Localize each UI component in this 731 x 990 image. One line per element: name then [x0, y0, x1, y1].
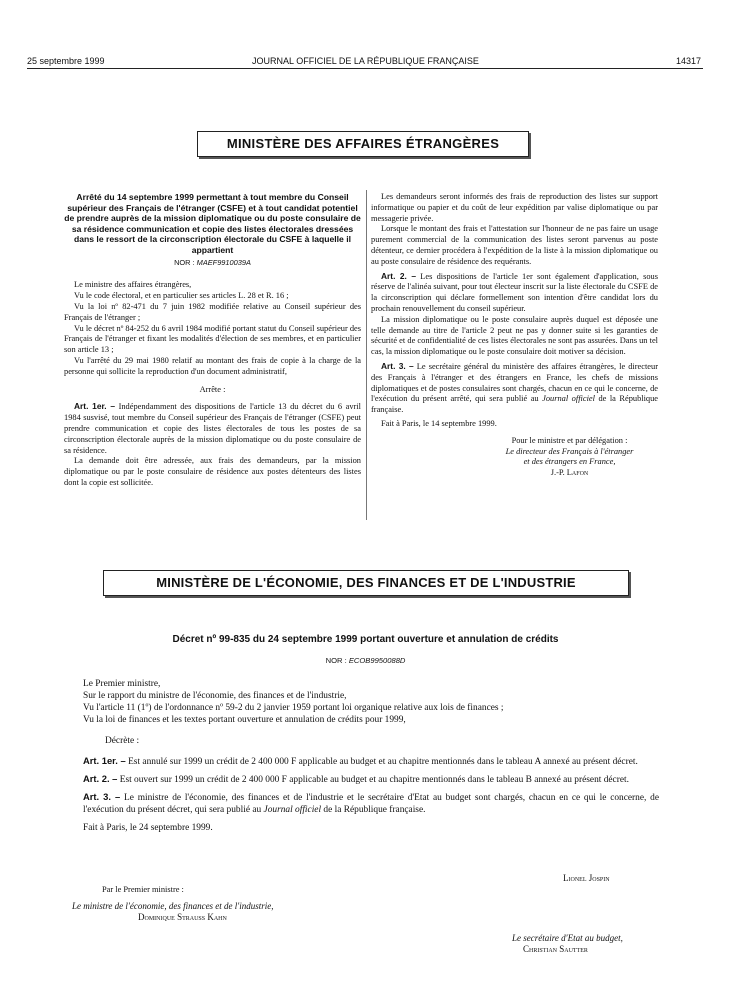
article-text: Le ministre de l'économie, des finances et de l'industrie et le secrétaire d'Etat au budget sont chargés, chacun en ce qui le concerne, de l'exécution du présent décret, qui sera publié au: [83, 793, 659, 815]
paragraph: La demande doit être adressée, aux frais des demandeurs, par la mission diplomatique ou par le poste consulaire de résidence aux postes détenteurs des listes dont la copie est sollicitée.: [64, 456, 361, 487]
paragraph: La mission diplomatique ou le poste consulaire auprès duquel est déposée une telle demande au titre de l'article 2 peut ne pas y donner suite si les garanties de sécurité et de confidentialité de ces listes électorales ne sont pas assurées. Dans un tel cas, la mission diplomatique ou le poste consulaire doit motiver sa décision.: [371, 314, 658, 357]
article-label: Art. 2. –: [381, 270, 417, 281]
decret-article-1: [83, 755, 659, 768]
secretary-name: Christian Sautter: [523, 944, 588, 954]
paragraph: Vu la loi nº 82-471 du 7 juin 1982 modifiée relative au Conseil supérieur des Français de l'étranger ;: [64, 301, 361, 322]
decret-article-2: [83, 773, 659, 786]
article-text: Le secrétaire général du ministère des affaires étrangères, le directeur des Français à l'étranger et des étrangers en France, les chefs de missions diplomatiques et de postes consulaires sont chargés, chacun en ce qui le concerne, de l'exécution du présent arrêté, qui sera publié au: [371, 361, 658, 404]
article-2: [371, 271, 658, 315]
article-text: de la République française.: [371, 394, 658, 415]
ministry-box-foreign-affairs: MINISTÈRE DES AFFAIRES ÉTRANGÈRES: [197, 131, 529, 157]
paragraph: Lorsque le montant des frais et l'attestation sur l'honneur de ne pas faire un usage purement commercial de la communication des listes seront parvenus au poste détenteur, ce dernier procédera à l'expédition de la liste à la mission diplomatique ou au poste consulaire de résidence des requérants.: [371, 224, 658, 266]
paragraph: Sur le rapport du ministre de l'économie, des finances et de l'industrie,: [83, 691, 347, 701]
signature-title-cont: et des étrangers en France,: [523, 457, 616, 467]
article-label: Art. 1er. –: [83, 755, 126, 766]
done-at-paris: Fait à Paris, le 24 septembre 1999.: [83, 823, 213, 833]
paragraph: Vu le code électoral, et en particulier ses articles L. 28 et R. 16 ;: [74, 291, 289, 301]
countersign-label: Par le Premier ministre :: [102, 885, 184, 894]
paragraph: Le ministre des affaires étrangères,: [74, 280, 192, 290]
decret-formula: Décrète :: [105, 736, 140, 746]
header-page-number: 14317: [675, 56, 701, 66]
paragraph: Vu l'arrêté du 29 mai 1980 relatif au montant des frais de copie à la charge de la personne qui sollicite la reproduction d'un document administratif,: [64, 355, 361, 376]
nor-label: NOR :: [174, 257, 195, 267]
signature-title: Le directeur des Français à l'étranger: [505, 446, 634, 456]
article-label: Art. 2. –: [83, 773, 118, 784]
signature-delegation: Pour le ministre et par délégation :: [511, 435, 628, 445]
nor-code: MAEF9910039A: [196, 257, 251, 267]
journal-officiel-ref: Journal officiel: [542, 394, 595, 404]
paragraph: Vu la loi de finances et les textes portant ouverture et annulation de crédits pour 1999,: [83, 715, 406, 725]
arrete-right-column: [371, 192, 658, 479]
arrete-nor: [64, 258, 361, 269]
article-text: Est annulé sur 1999 un crédit de 2 400 000 F applicable au budget et au chapitre mentionnés dans le tableau A annexé au présent décret.: [128, 757, 638, 767]
decret-nor: [0, 656, 731, 665]
article-label: Art. 1er. –: [74, 401, 116, 412]
paragraph: Le Premier ministre,: [83, 679, 161, 689]
minister-title: Le ministre de l'économie, des finances et de l'industrie,: [72, 901, 274, 911]
ministry-box-economy: MINISTÈRE DE L'ÉCONOMIE, DES FINANCES ET DE L'INDUSTRIE: [103, 570, 629, 596]
pm-signature-name: Lionel Jospin: [563, 873, 610, 883]
article-1: [64, 401, 361, 456]
article-3: [371, 361, 658, 416]
column-divider: [366, 190, 367, 520]
decret-title: Décret nº 99-835 du 24 septembre 1999 portant ouverture et annulation de crédits: [172, 634, 559, 645]
arrete-left-column: [64, 192, 361, 489]
nor-code: ECOB9950088D: [348, 656, 406, 665]
paragraph: Vu le décret nº 84-252 du 6 avril 1984 modifié portant statut du Conseil supérieur des Français de l'étranger et fixant les modalités d'élection de ses membres, et en particulier son article 13 ;: [64, 323, 362, 355]
done-at-paris: Fait à Paris, le 14 septembre 1999.: [381, 418, 497, 428]
signature-name: J.-P. Lafon: [550, 468, 589, 478]
header-journal-title: JOURNAL OFFICIEL DE LA RÉPUBLIQUE FRANÇAISE: [252, 56, 479, 66]
article-label: Art. 3. –: [381, 360, 414, 371]
header-rule: [27, 68, 703, 69]
minister-name: Dominique Strauss Kahn: [138, 912, 227, 922]
arrete-title: Arrêté du 14 septembre 1999 permettant à tout membre du Conseil supérieur des Français de l'étranger (CSFE) et à tout candidat potentiel de prendre auprès de la mission diplomatique ou du poste consulaire de sa résidence communication et copie des listes électorales dressées dans le ressort de la circonscription électorale du CSFE à laquelle il appartient: [64, 192, 361, 255]
arrete-formula: Arrête :: [199, 384, 226, 394]
decret-article-3: [83, 791, 659, 816]
paragraph: Vu l'article 11 (1º) de l'ordonnance nº 59-2 du 2 janvier 1959 portant loi organique relative aux lois de finances ;: [83, 703, 504, 713]
article-text: Les dispositions de l'article 1er sont également d'application, sous réserve de l'alinéa suivant, pour tout électeur inscrit sur la liste électorale du CSFE de la circonscription qui déclare formellement son intention d'être candidat lors du prochain renouvellement du conseil supérieur.: [371, 271, 658, 313]
header-date: 25 septembre 1999: [27, 56, 105, 66]
article-label: Art. 3. –: [83, 791, 121, 802]
paragraph: Les demandeurs seront informés des frais de reproduction des listes sur support informatique ou papier et du coût de leur expédition par valise diplomatique ou par messagerie privée.: [371, 192, 658, 223]
article-text: de la République française.: [323, 805, 426, 815]
journal-officiel-ref: Journal officiel: [263, 805, 322, 815]
secretary-title: Le secrétaire d'Etat au budget,: [512, 933, 623, 943]
article-text: Est ouvert sur 1999 un crédit de 2 400 000 F applicable au budget et au chapitre mentionnés dans le tableau B annexé au présent décret.: [119, 775, 629, 785]
article-text: Indépendamment des dispositions de l'article 13 du décret du 6 avril 1984 susvisé, tout membre du Conseil supérieur des Français de l'étranger (CSFE) peut prendre communication et copie des listes électorales de tous les postes de sa circonscription électorale auprès de la mission diplomatique ou du poste consulaire de sa résidence.: [64, 402, 361, 455]
nor-label: NOR :: [325, 656, 347, 665]
arrete-signature: [481, 436, 658, 479]
decret-body: [83, 678, 659, 834]
